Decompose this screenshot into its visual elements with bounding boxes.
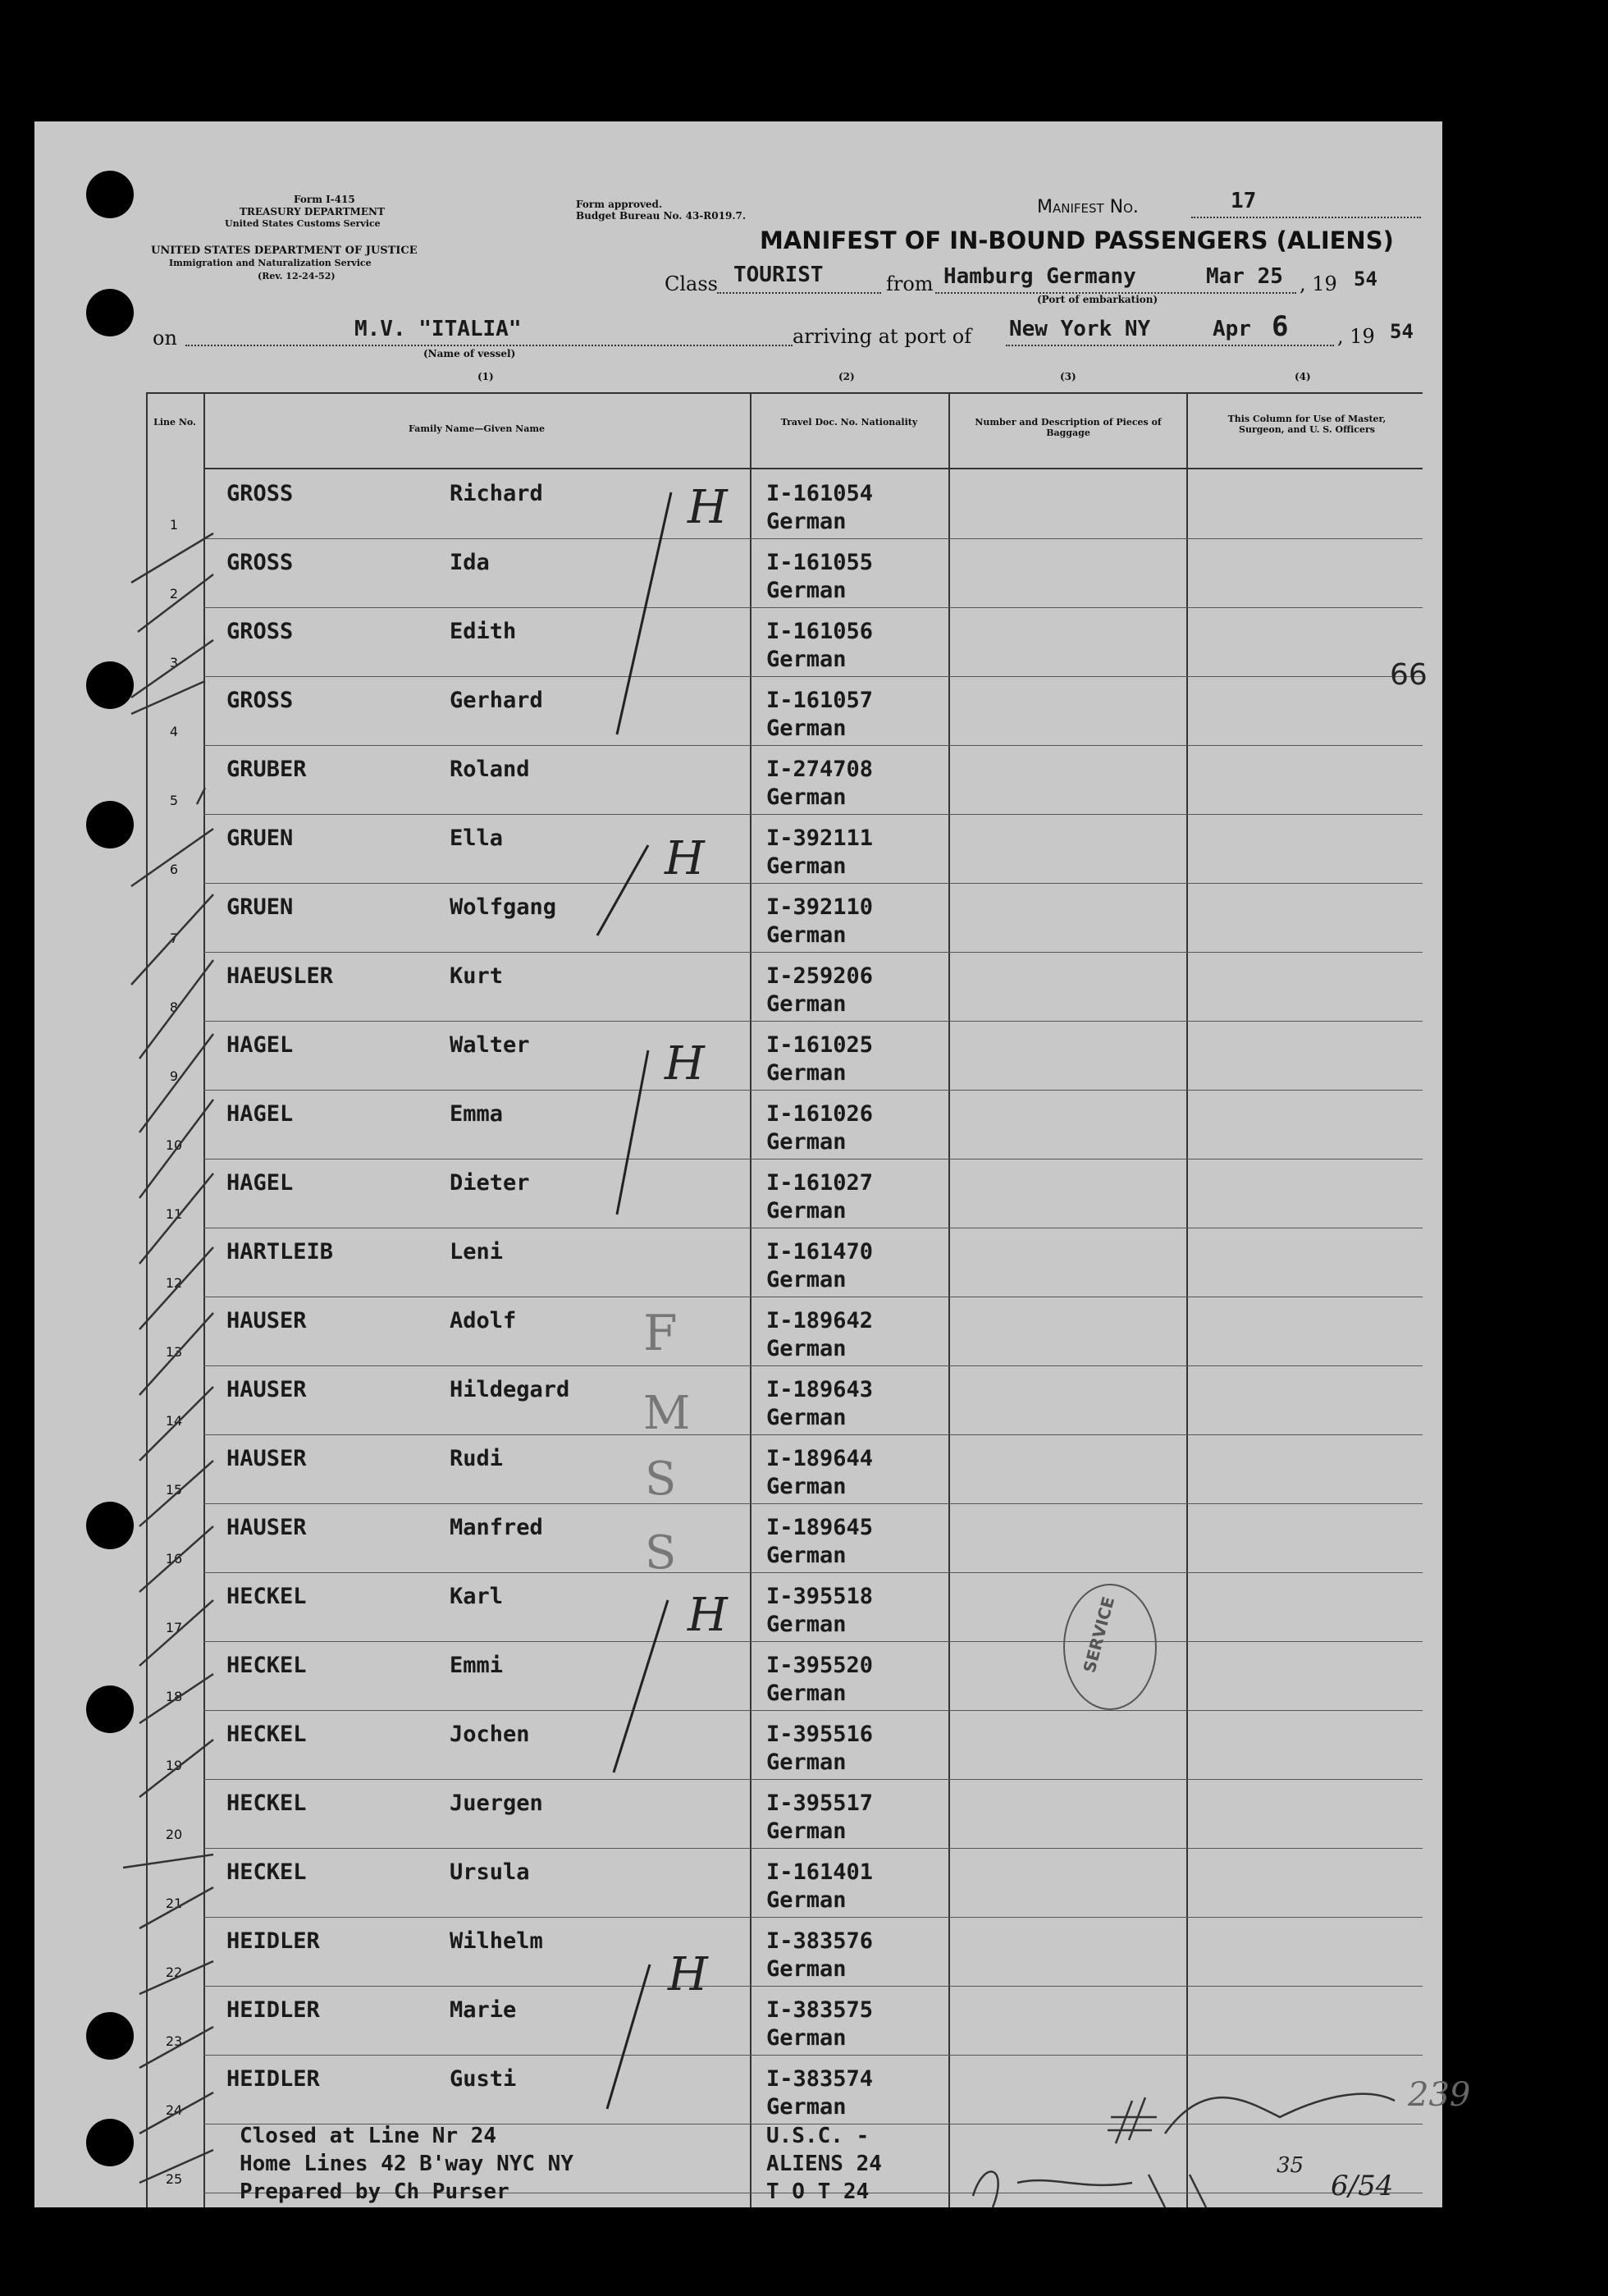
given-name: Kurt [450, 963, 504, 989]
treasury-dept: TREASURY DEPARTMENT [240, 206, 385, 217]
column-number-2: (2) [838, 371, 855, 382]
family-name: HEIDLER [226, 2066, 320, 2092]
family-name: HECKEL [226, 1584, 307, 1609]
nationality: German [766, 1405, 847, 1430]
line-number: 25 [165, 2171, 183, 2187]
arriving-label: arriving at port of [793, 325, 972, 348]
family-name: HECKEL [226, 1859, 307, 1885]
travel-doc-number: I-189643 [766, 1377, 874, 1402]
hand-fraction: 35 [1277, 2153, 1304, 2178]
family-name: HAGEL [226, 1032, 294, 1058]
relation-mark-f: F [643, 1305, 678, 1362]
port-embarkation-note: (Port of embarkation) [1037, 294, 1158, 305]
travel-doc-number: I-383574 [766, 2066, 874, 2092]
family-name: GROSS [226, 619, 294, 644]
nationality: German [766, 647, 847, 672]
page-title: MANIFEST OF IN-BOUND PASSENGERS (ALIENS) [760, 226, 1394, 254]
given-name: Hildegard [450, 1377, 570, 1402]
relation-mark-s: S [645, 1452, 677, 1506]
travel-doc-number: I-161026 [766, 1101, 874, 1127]
travel-doc-number: I-161055 [766, 550, 874, 575]
given-name: Manfred [450, 1515, 543, 1540]
aliens-count: ALIENS 24 [766, 2152, 882, 2176]
given-name: Dieter [450, 1170, 530, 1196]
nationality: German [766, 1060, 847, 1086]
hand-mark-h: H [688, 481, 728, 534]
nationality: German [766, 991, 847, 1017]
closing-line-3: Prepared by Ch Purser [240, 2179, 509, 2204]
given-name: Leni [450, 1239, 504, 1265]
given-name: Karl [450, 1584, 504, 1609]
nationality: German [766, 784, 847, 810]
column-number-3: (3) [1060, 371, 1076, 382]
given-name: Marie [450, 1997, 517, 2023]
form-revision: (Rev. 12-24-52) [258, 271, 336, 281]
hand-date: 6/54 [1331, 2170, 1394, 2202]
travel-doc-number: I-395520 [766, 1653, 874, 1678]
family-name: GRUBER [226, 757, 307, 782]
given-name: Wolfgang [450, 894, 557, 920]
given-name: Gusti [450, 2066, 517, 2092]
line-number: 13 [165, 1344, 183, 1360]
header-family-name: Family Name—Given Name [409, 423, 545, 434]
line-number: 2 [169, 586, 179, 601]
family-name: HAUSER [226, 1308, 307, 1333]
line-number: 15 [165, 1482, 183, 1498]
travel-doc-number: I-189642 [766, 1308, 874, 1333]
travel-doc-number: I-383576 [766, 1928, 874, 1954]
header-officers: This Column for Use of Master, Surgeon, and U. S. Officers [1227, 414, 1386, 435]
nationality: German [766, 2025, 847, 2051]
family-name: GROSS [226, 481, 294, 506]
line-number: 20 [165, 1827, 183, 1842]
line-number: 17 [165, 1620, 183, 1635]
line-number: 5 [169, 793, 179, 808]
from-label: from [886, 272, 934, 295]
column-number-1: (1) [477, 371, 494, 382]
class-value: TOURIST [733, 263, 824, 287]
family-name: HECKEL [226, 1653, 307, 1678]
customs-service: United States Customs Service [225, 218, 381, 229]
class-label: Class [665, 272, 718, 295]
nationality: German [766, 922, 847, 948]
header-travel-doc: Travel Doc. No. Nationality [780, 417, 918, 428]
given-name: Juergen [450, 1791, 543, 1816]
line-number: 22 [165, 1964, 183, 1980]
arrival-month: Apr [1213, 317, 1251, 341]
depart-year: 54 [1354, 268, 1377, 290]
travel-doc-number: I-161056 [766, 619, 874, 644]
form-approved: Form approved. [576, 199, 663, 210]
budget-bureau: Budget Bureau No. 43-R019.7. [576, 210, 747, 222]
line-number: 23 [165, 2033, 183, 2049]
nationality: German [766, 853, 847, 879]
arrival-year: 54 [1390, 320, 1414, 343]
manifest-number: 17 [1231, 189, 1257, 213]
nationality: German [766, 1749, 847, 1775]
relation-mark-s: S [645, 1526, 677, 1580]
family-name: HECKEL [226, 1791, 307, 1816]
travel-doc-number: I-274708 [766, 757, 874, 782]
line-number: 19 [165, 1758, 183, 1773]
given-name: Ida [450, 550, 490, 575]
travel-doc-number: I-383575 [766, 1997, 874, 2023]
line-number: 1 [169, 517, 179, 533]
family-name: GROSS [226, 688, 294, 713]
on-label: on [153, 327, 177, 350]
family-name: GROSS [226, 550, 294, 575]
hand-mark-h: H [665, 1037, 705, 1091]
given-name: Emmi [450, 1653, 504, 1678]
hand-mark-h: H [668, 1948, 708, 2001]
line-number: 12 [165, 1275, 183, 1291]
given-name: Gerhard [450, 688, 543, 713]
line-number: 7 [169, 931, 179, 946]
nationality: German [766, 509, 847, 534]
family-name: HAGEL [226, 1101, 294, 1127]
form-number: Form I-415 [294, 194, 355, 205]
line-number: 16 [165, 1551, 183, 1566]
given-name: Adolf [450, 1308, 517, 1333]
usc-count: U.S.C. - [766, 2124, 870, 2148]
depart-date: Mar 25 [1206, 264, 1283, 289]
travel-doc-number: I-189645 [766, 1515, 874, 1540]
family-name: HECKEL [226, 1722, 307, 1747]
travel-doc-number: I-189644 [766, 1446, 874, 1471]
nationality: German [766, 1612, 847, 1637]
travel-doc-number: I-161054 [766, 481, 874, 506]
family-name: GRUEN [226, 894, 294, 920]
family-name: HEIDLER [226, 1928, 320, 1954]
arrival-year-prefix: , 19 [1337, 325, 1375, 348]
nationality: German [766, 1956, 847, 1982]
service-stamp-text: SERVICE [1079, 1594, 1119, 1675]
travel-doc-number: I-161027 [766, 1170, 874, 1196]
relation-mark-m: M [643, 1387, 691, 1440]
margin-count: 66 [1390, 658, 1428, 692]
travel-doc-number: I-395517 [766, 1791, 874, 1816]
given-name: Richard [450, 481, 543, 506]
travel-doc-number: I-395516 [766, 1722, 874, 1747]
total-count: T O T 24 [766, 2179, 870, 2204]
arrival-day: 6 [1272, 310, 1289, 343]
travel-doc-number: I-161470 [766, 1239, 874, 1265]
nationality: German [766, 716, 847, 741]
line-number: 11 [165, 1206, 183, 1222]
hand-mark-h: H [665, 832, 705, 885]
family-name: HAUSER [226, 1515, 307, 1540]
given-name: Jochen [450, 1722, 530, 1747]
nationality: German [766, 1267, 847, 1292]
travel-doc-number: I-395518 [766, 1584, 874, 1609]
from-port: Hamburg Germany [943, 264, 1136, 289]
justice-dept: UNITED STATES DEPARTMENT OF JUSTICE [151, 245, 418, 257]
given-name: Wilhelm [450, 1928, 543, 1954]
ins-service: Immigration and Naturalization Service [169, 258, 372, 268]
column-number-4: (4) [1295, 371, 1311, 382]
line-number: 3 [169, 655, 179, 670]
line-number: 9 [169, 1068, 179, 1084]
travel-doc-number: I-161025 [766, 1032, 874, 1058]
line-number: 10 [165, 1137, 183, 1153]
header-baggage: Number and Description of Pieces of Baggage [975, 417, 1162, 438]
vessel-name: M.V. "ITALIA" [354, 317, 522, 341]
line-number: 21 [165, 1896, 183, 1911]
given-name: Walter [450, 1032, 530, 1058]
nationality: German [766, 1681, 847, 1706]
family-name: HARTLEIB [226, 1239, 334, 1265]
closing-line-2: Home Lines 42 B'way NYC NY [240, 2152, 573, 2176]
nationality: German [766, 1336, 847, 1361]
line-number: 6 [169, 862, 179, 877]
depart-year-prefix: , 19 [1300, 272, 1337, 295]
travel-doc-number: I-161401 [766, 1859, 874, 1885]
travel-doc-number: I-392110 [766, 894, 874, 920]
nationality: German [766, 1474, 847, 1499]
family-name: HEIDLER [226, 1997, 320, 2023]
family-name: HAGEL [226, 1170, 294, 1196]
nationality: German [766, 1887, 847, 1913]
given-name: Emma [450, 1101, 504, 1127]
arrival-port: New York NY [1009, 317, 1151, 341]
line-number: 4 [169, 724, 179, 739]
travel-doc-number: I-161057 [766, 688, 874, 713]
line-number: 14 [165, 1413, 183, 1429]
nationality: German [766, 578, 847, 603]
line-number: 18 [165, 1689, 183, 1704]
family-name: GRUEN [226, 826, 294, 851]
nationality: German [766, 1543, 847, 1568]
nationality: German [766, 1129, 847, 1155]
hand-number: 239 [1408, 2076, 1471, 2114]
given-name: Edith [450, 619, 517, 644]
header-line-no: Line No. [153, 417, 196, 428]
travel-doc-number: I-259206 [766, 963, 874, 989]
nationality: German [766, 2094, 847, 2120]
family-name: HAUSER [226, 1446, 307, 1471]
given-name: Ursula [450, 1859, 530, 1885]
family-name: HAUSER [226, 1377, 307, 1402]
given-name: Rudi [450, 1446, 504, 1471]
hand-mark-h: H [688, 1589, 728, 1642]
line-number: 24 [165, 2102, 183, 2118]
given-name: Ella [450, 826, 504, 851]
nationality: German [766, 1198, 847, 1223]
vessel-note: (Name of vessel) [423, 348, 516, 359]
closing-line-1: Closed at Line Nr 24 [240, 2124, 497, 2148]
line-number: 8 [169, 999, 179, 1015]
travel-doc-number: I-392111 [766, 826, 874, 851]
nationality: German [766, 1818, 847, 1844]
manifest-label: Manifest No. [1037, 197, 1139, 217]
given-name: Roland [450, 757, 530, 782]
family-name: HAEUSLER [226, 963, 334, 989]
